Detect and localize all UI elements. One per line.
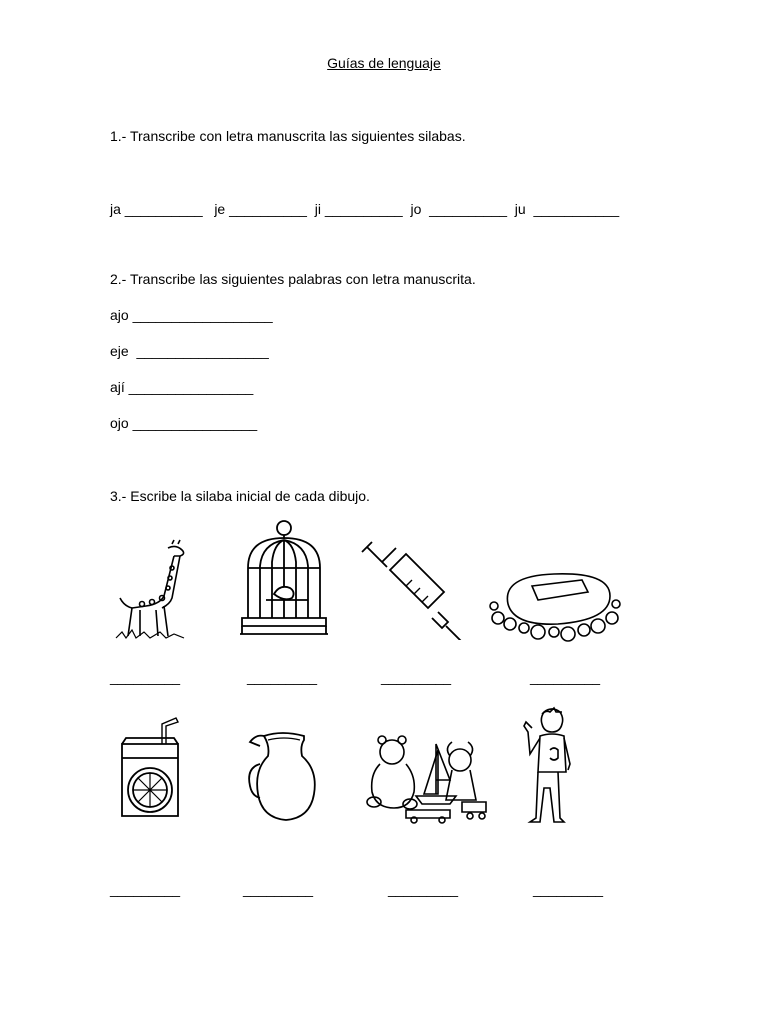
answer-blank: _________ [247,669,318,685]
answer-blank: _________ [381,669,452,685]
jug-icon [246,728,320,824]
boy-icon [520,706,584,830]
answer-blank: _________ [110,881,181,897]
section1-heading: 1.- Transcribe con letra manuscrita las siguientes silabas. [110,128,466,144]
word-line-aji: ají ________________ [110,379,254,395]
birdcage-icon [236,518,332,646]
word-line-ojo: ojo ________________ [110,415,258,431]
word-line-eje: eje _________________ [110,343,269,359]
syllable-line: ja __________ je __________ ji __________ jo __________ ju ___________ [110,201,620,217]
toys-icon [366,732,492,824]
answer-blank: _________ [388,881,459,897]
section3-heading: 3.- Escribe la silaba inicial de cada dibujo. [110,488,370,504]
word-line-ajo: ajo __________________ [110,307,273,323]
syringe-icon [360,540,464,640]
answer-blank: _________ [530,669,601,685]
page-title: Guías de lenguaje [327,55,441,71]
answer-blank: _________ [243,881,314,897]
soap-icon [488,560,624,648]
juice-box-icon [114,716,194,820]
answer-blank: _________ [533,881,604,897]
section2-heading: 2.- Transcribe las siguientes palabras con letra manuscrita. [110,271,476,287]
giraffe-icon [112,538,192,644]
answer-blank: _________ [110,669,181,685]
